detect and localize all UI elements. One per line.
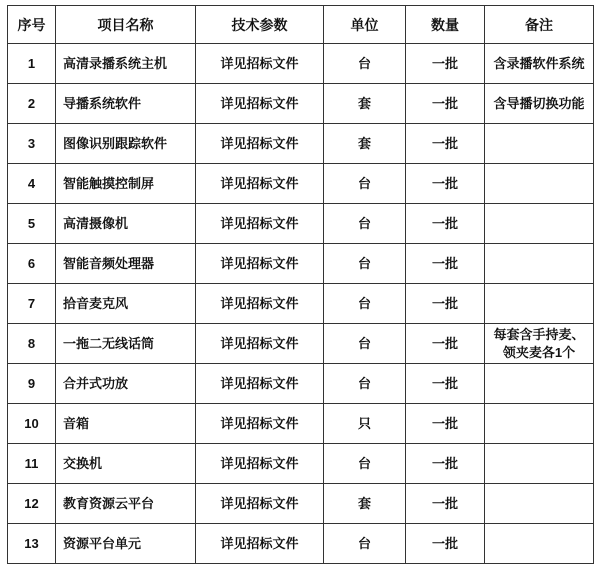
cell-quantity: 一批 xyxy=(406,444,485,484)
table-row xyxy=(8,404,594,444)
table-row xyxy=(8,164,594,204)
cell-unit: 台 xyxy=(324,284,406,324)
cell-item-name: 教育资源云平台 xyxy=(56,484,196,524)
header-quantity: 数量 xyxy=(406,6,485,44)
cell-quantity: 一批 xyxy=(406,44,485,84)
cell-quantity: 一批 xyxy=(406,524,485,564)
table-row xyxy=(8,324,594,364)
cell-quantity: 一批 xyxy=(406,404,485,444)
cell-tech-params: 详见招标文件 xyxy=(196,284,324,324)
cell-serial-number: 11 xyxy=(8,444,56,484)
cell-item-name: 智能触摸控制屏 xyxy=(56,164,196,204)
cell-quantity: 一批 xyxy=(406,484,485,524)
cell-tech-params: 详见招标文件 xyxy=(196,204,324,244)
cell-item-name: 拾音麦克风 xyxy=(56,284,196,324)
cell-item-name: 资源平台单元 xyxy=(56,524,196,564)
cell-tech-params: 详见招标文件 xyxy=(196,44,324,84)
cell-remarks xyxy=(485,284,594,324)
cell-unit: 只 xyxy=(324,404,406,444)
header-tech-params: 技术参数 xyxy=(196,6,324,44)
cell-remarks xyxy=(485,164,594,204)
cell-quantity: 一批 xyxy=(406,284,485,324)
cell-tech-params: 详见招标文件 xyxy=(196,244,324,284)
table-row xyxy=(8,444,594,484)
cell-item-name: 高清录播系统主机 xyxy=(56,44,196,84)
cell-serial-number: 2 xyxy=(8,84,56,124)
cell-unit: 台 xyxy=(324,324,406,364)
cell-quantity: 一批 xyxy=(406,324,485,364)
cell-unit: 套 xyxy=(324,484,406,524)
cell-tech-params: 详见招标文件 xyxy=(196,324,324,364)
cell-remarks: 每套含手持麦、领夹麦各1个 xyxy=(485,324,594,364)
cell-remarks: 含录播软件系统 xyxy=(485,44,594,84)
table-row xyxy=(8,84,594,124)
cell-item-name: 高清摄像机 xyxy=(56,204,196,244)
cell-unit: 台 xyxy=(324,444,406,484)
cell-item-name: 合并式功放 xyxy=(56,364,196,404)
cell-tech-params: 详见招标文件 xyxy=(196,124,324,164)
cell-serial-number: 5 xyxy=(8,204,56,244)
cell-tech-params: 详见招标文件 xyxy=(196,84,324,124)
table-row xyxy=(8,284,594,324)
cell-unit: 台 xyxy=(324,524,406,564)
cell-quantity: 一批 xyxy=(406,84,485,124)
cell-serial-number: 6 xyxy=(8,244,56,284)
cell-remarks xyxy=(485,444,594,484)
cell-unit: 套 xyxy=(324,124,406,164)
cell-unit: 台 xyxy=(324,204,406,244)
cell-quantity: 一批 xyxy=(406,364,485,404)
cell-tech-params: 详见招标文件 xyxy=(196,404,324,444)
cell-unit: 套 xyxy=(324,84,406,124)
cell-tech-params: 详见招标文件 xyxy=(196,444,324,484)
cell-serial-number: 3 xyxy=(8,124,56,164)
cell-item-name: 音箱 xyxy=(56,404,196,444)
cell-tech-params: 详见招标文件 xyxy=(196,524,324,564)
cell-remarks: 含导播切换功能 xyxy=(485,84,594,124)
table-row xyxy=(8,484,594,524)
cell-remarks xyxy=(485,124,594,164)
cell-remarks xyxy=(485,364,594,404)
cell-item-name: 交换机 xyxy=(56,444,196,484)
cell-item-name: 一拖二无线话筒 xyxy=(56,324,196,364)
cell-serial-number: 10 xyxy=(8,404,56,444)
cell-serial-number: 9 xyxy=(8,364,56,404)
header-remarks: 备注 xyxy=(485,6,594,44)
cell-serial-number: 1 xyxy=(8,44,56,84)
cell-serial-number: 13 xyxy=(8,524,56,564)
cell-unit: 台 xyxy=(324,244,406,284)
cell-serial-number: 12 xyxy=(8,484,56,524)
cell-quantity: 一批 xyxy=(406,124,485,164)
cell-quantity: 一批 xyxy=(406,204,485,244)
cell-remarks xyxy=(485,484,594,524)
cell-remarks xyxy=(485,404,594,444)
table-row xyxy=(8,364,594,404)
header-serial-number: 序号 xyxy=(8,6,56,44)
cell-quantity: 一批 xyxy=(406,164,485,204)
table-row xyxy=(8,124,594,164)
cell-serial-number: 7 xyxy=(8,284,56,324)
cell-tech-params: 详见招标文件 xyxy=(196,484,324,524)
cell-tech-params: 详见招标文件 xyxy=(196,164,324,204)
cell-remarks xyxy=(485,244,594,284)
table-row xyxy=(8,44,594,84)
table-row xyxy=(8,524,594,564)
cell-remarks xyxy=(485,204,594,244)
procurement-table xyxy=(7,5,594,564)
table-body xyxy=(8,44,594,564)
table-row xyxy=(8,244,594,284)
cell-remarks xyxy=(485,524,594,564)
cell-unit: 台 xyxy=(324,44,406,84)
cell-serial-number: 8 xyxy=(8,324,56,364)
cell-item-name: 智能音频处理器 xyxy=(56,244,196,284)
cell-item-name: 导播系统软件 xyxy=(56,84,196,124)
header-unit: 单位 xyxy=(324,6,406,44)
header-row xyxy=(8,6,594,44)
cell-item-name: 图像识别跟踪软件 xyxy=(56,124,196,164)
cell-unit: 台 xyxy=(324,164,406,204)
cell-quantity: 一批 xyxy=(406,244,485,284)
header-item-name: 项目名称 xyxy=(56,6,196,44)
table-row xyxy=(8,204,594,244)
table-header xyxy=(8,6,594,44)
cell-serial-number: 4 xyxy=(8,164,56,204)
cell-unit: 台 xyxy=(324,364,406,404)
cell-tech-params: 详见招标文件 xyxy=(196,364,324,404)
